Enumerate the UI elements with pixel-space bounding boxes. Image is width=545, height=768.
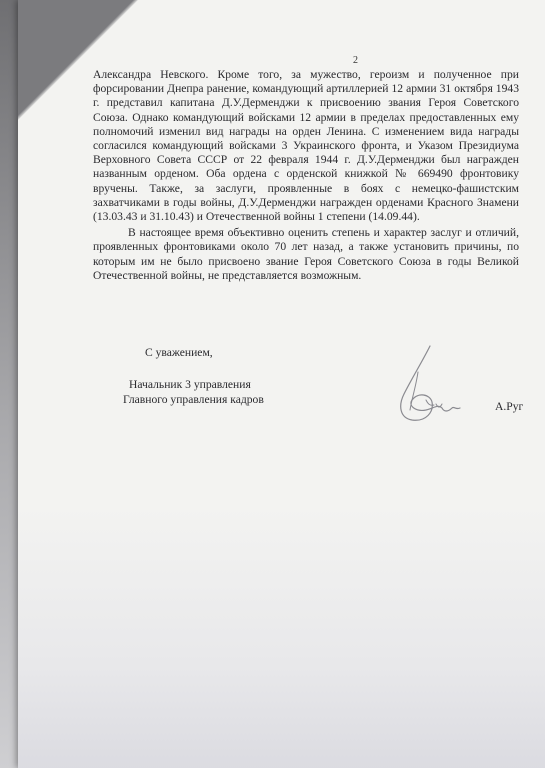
- signer-position-line-2: Главного управления кадров: [123, 392, 264, 406]
- handwritten-signature-icon: [382, 342, 462, 432]
- scan-shadow: [18, 508, 545, 768]
- signer-position: [123, 378, 264, 407]
- letter-body: [93, 68, 519, 283]
- closing-salutation: С уважением,: [145, 346, 213, 359]
- paragraph-awards: Александра Невского. Кроме того, за мужество, героизм и полученное при форсировании Днепра ранение, командующий артиллерией 12 армии 31 октября 1943 г. представил капитана Д.У.Дерменджи к присвоению звания Героя Советского Союза. Однако командующий войсками 12 армии в пределах предоставленных ему полномочий изменил вид награды на орден Ленина. С изменением вида награды согласился командующий войсками 3 Украинского фронта, и Указом Президиума Верховного Совета СССР от 22 февраля 1944 г. Д.У.Дерменджи был награжден названным орденом. Оба ордена с орденской книжкой № 669490 фронтовику вручены. Также, за заслуги, проявленные в боях с немецко-фашистским захватчиками в годы войны, Д.У.Дерменджи награжден орденами Красного Знамени (13.03.43 и 31.10.43) и Отечественной войны 1 степени (14.09.44).: [93, 68, 519, 224]
- signer-position-line-1: Начальник 3 управления: [129, 378, 251, 391]
- paper-sheet: [18, 0, 545, 768]
- page-number: 2: [353, 55, 358, 66]
- paragraph-conclusion: В настоящее время объективно оценить степень и характер заслуг и отличий, проявленных фронтовиками около 70 лет назад, а также установить причины, по которым им не было присвоено звание Героя Советского Союза в годы Великой Отечественной войны, не представляется возможным.: [93, 226, 519, 282]
- signer-name: А.Руг: [495, 400, 524, 413]
